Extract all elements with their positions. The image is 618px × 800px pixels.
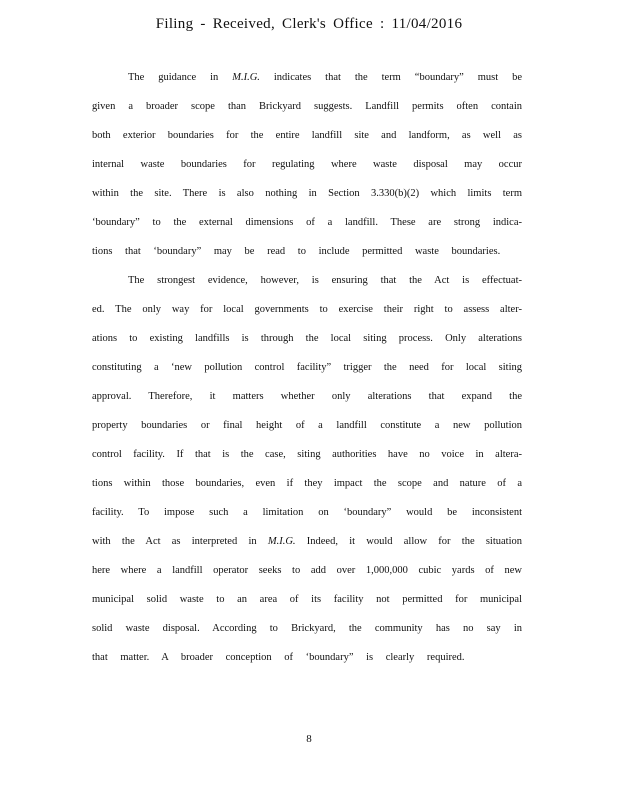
text-line: control facility. If that is the case, siting authorities have no voice in altera- (92, 449, 522, 460)
text-line: tions within those boundaries, even if they impact the scope and nature of a (92, 478, 522, 489)
text-line: tions that ‘boundary” may be read to include permitted waste boundaries. (92, 246, 501, 257)
text-line: approval. Therefore, it matters whether only alterations that expand the (92, 391, 522, 402)
text-line: with the Act as interpreted in M.I.G. Indeed, it would allow for the situation (92, 536, 522, 547)
text-line: municipal solid waste to an area of its facility not permitted for municipal (92, 594, 522, 605)
text-line: that matter. A broader conception of ‘boundary” is clearly required. (92, 652, 465, 663)
text-line: facility. To impose such a limitation on ‘boundary” would be inconsistent (92, 507, 522, 518)
text-line: both exterior boundaries for the entire landfill site and landform, as well as (92, 130, 522, 141)
text-line: solid waste disposal. According to Brickyard, the community has no say in (92, 623, 522, 634)
text-line: ed. The only way for local governments to exercise their right to assess alter- (92, 304, 522, 315)
text-line: The guidance in M.I.G. indicates that the term “boundary” must be (128, 72, 522, 83)
text-line: here where a landfill operator seeks to add over 1,000,000 cubic yards of new (92, 565, 522, 576)
text-line: given a broader scope than Brickyard suggests. Landfill permits often contain (92, 101, 522, 112)
page-number: 8 (306, 733, 312, 745)
text-line: internal waste boundaries for regulating where waste disposal may occur (92, 159, 522, 170)
text-line: The strongest evidence, however, is ensuring that the Act is effectuat- (128, 275, 522, 286)
text-line: ‘boundary” to the external dimensions of a landfill. These are strong indica- (92, 217, 522, 228)
text-line: property boundaries or final height of a landfill constitute a new pollution (92, 420, 522, 431)
filing-stamp-header: Filing - Received, Clerk's Office : 11/04/2016 (155, 16, 463, 32)
text-line: ations to existing landfills is through the local siting process. Only alterations (92, 333, 522, 344)
text-line: constituting a ‘new pollution control facility” trigger the need for local siting (92, 362, 522, 373)
text-line: within the site. There is also nothing in Section 3.330(b)(2) which limits term (92, 188, 522, 199)
document-body (92, 70, 522, 679)
